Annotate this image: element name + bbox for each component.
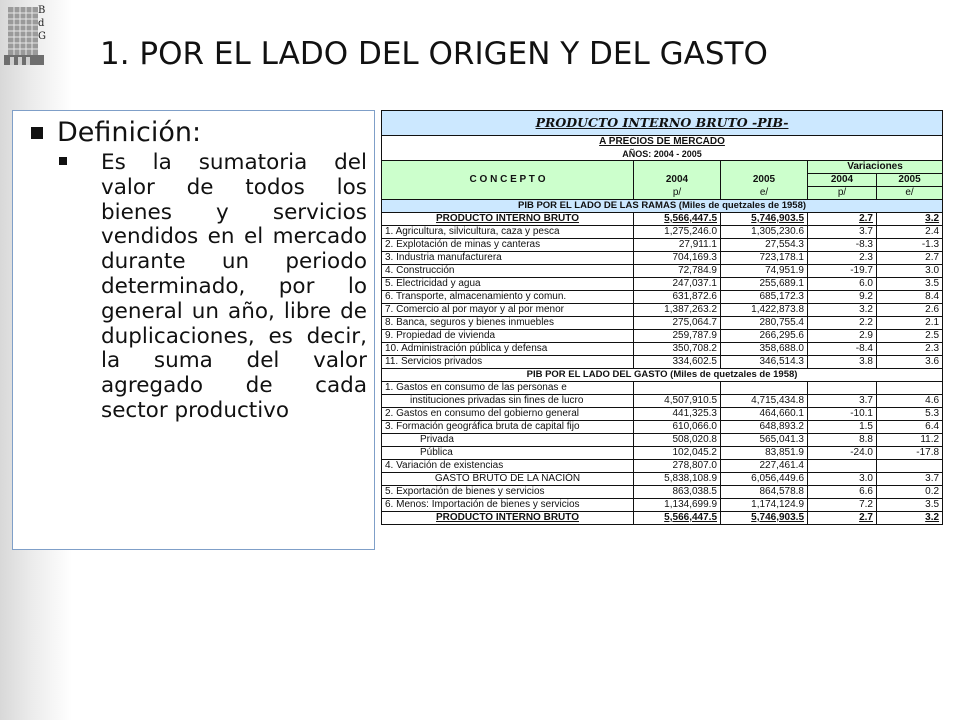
variation-2004: 3.7	[808, 226, 877, 239]
variation-2004: 3.0	[808, 473, 877, 486]
row-label: Pública	[382, 447, 634, 460]
row-label: Privada	[382, 434, 634, 447]
value-2004: 1,387,263.2	[634, 304, 721, 317]
value-2004: 275,064.7	[634, 317, 721, 330]
row-label: 1. Gastos en consumo de las personas e	[382, 382, 634, 395]
variation-2004: -19.7	[808, 265, 877, 278]
header-note-2005: e/	[721, 187, 808, 200]
logo-letters	[38, 4, 46, 43]
value-2005: 565,041.3	[721, 434, 808, 447]
table-subtitle-prices: A PRECIOS DE MERCADO	[382, 136, 943, 149]
variation-2004: -8.3	[808, 239, 877, 252]
table-row	[382, 473, 943, 486]
variation-2005: -1.3	[877, 239, 943, 252]
row-label: GASTO BRUTO DE LA NACIÓN	[382, 473, 634, 486]
row-label: 11. Servicios privados	[382, 356, 634, 369]
variation-2005: 3.2	[877, 512, 943, 525]
table-row	[382, 382, 943, 395]
section-gasto: PIB POR EL LADO DEL GASTO (Miles de quetzales de 1958)	[382, 369, 943, 382]
value-2005: 266,295.6	[721, 330, 808, 343]
row-label: PRODUCTO INTERNO BRUTO	[382, 512, 634, 525]
definition-sub-bullet	[59, 151, 367, 424]
header-var-2005: 2005	[877, 174, 943, 187]
variation-2004	[808, 382, 877, 395]
variation-2004: -24.0	[808, 447, 877, 460]
logo-letter-g: G	[38, 31, 46, 42]
variation-2005: 6.4	[877, 421, 943, 434]
value-2004: 704,169.3	[634, 252, 721, 265]
variation-2005: 3.7	[877, 473, 943, 486]
row-label: 8. Banca, seguros y bienes inmuebles	[382, 317, 634, 330]
variation-2005: 11.2	[877, 434, 943, 447]
table-row	[382, 356, 943, 369]
value-2004: 1,134,699.9	[634, 499, 721, 512]
variation-2004: 2.3	[808, 252, 877, 265]
value-2005: 864,578.8	[721, 486, 808, 499]
definition-box	[12, 110, 375, 550]
table-row	[382, 330, 943, 343]
table-row	[382, 460, 943, 473]
header-note-2004: p/	[634, 187, 721, 200]
variation-2004	[808, 460, 877, 473]
variation-2004: 6.6	[808, 486, 877, 499]
table-row	[382, 434, 943, 447]
pib-table	[381, 110, 943, 525]
table-row	[382, 499, 943, 512]
row-label: 1. Agricultura, silvicultura, caza y pesca	[382, 226, 634, 239]
variation-2004: 2.7	[808, 512, 877, 525]
variation-2005	[877, 382, 943, 395]
variation-2004: 6.0	[808, 278, 877, 291]
value-2005: 27,554.3	[721, 239, 808, 252]
value-2005: 1,174,124.9	[721, 499, 808, 512]
header-note-var-2004: p/	[808, 187, 877, 200]
value-2005: 464,660.1	[721, 408, 808, 421]
header-note-var-2005: e/	[877, 187, 943, 200]
value-2004: 5,566,447.5	[634, 213, 721, 226]
variation-2005: 2.5	[877, 330, 943, 343]
value-2004: 27,911.1	[634, 239, 721, 252]
table-row	[382, 421, 943, 434]
value-2005: 5,746,903.5	[721, 512, 808, 525]
table-subtitle-years: AÑOS: 2004 - 2005	[382, 148, 943, 161]
variation-2005: 5.3	[877, 408, 943, 421]
variation-2005: 3.2	[877, 213, 943, 226]
value-2004: 1,275,246.0	[634, 226, 721, 239]
row-label: 9. Propiedad de vivienda	[382, 330, 634, 343]
variation-2005: 2.6	[877, 304, 943, 317]
value-2005: 227,461.4	[721, 460, 808, 473]
variation-2005: 3.6	[877, 356, 943, 369]
value-2005: 1,305,230.6	[721, 226, 808, 239]
variation-2004: 3.8	[808, 356, 877, 369]
value-2005: 280,755.4	[721, 317, 808, 330]
table-row	[382, 252, 943, 265]
header-year-2005: 2005	[721, 174, 808, 187]
row-label: instituciones privadas sin fines de lucro	[382, 395, 634, 408]
variation-2004: 2.7	[808, 213, 877, 226]
variation-2004: -10.1	[808, 408, 877, 421]
variation-2005: 8.4	[877, 291, 943, 304]
value-2005: 4,715,434.8	[721, 395, 808, 408]
value-2004: 441,325.3	[634, 408, 721, 421]
variation-2005: -17.8	[877, 447, 943, 460]
table-row	[382, 512, 943, 525]
value-2004: 5,566,447.5	[634, 512, 721, 525]
section-ramas: PIB POR EL LADO DE LAS RAMAS (Miles de quetzales de 1958)	[382, 200, 943, 213]
value-2004: 631,872.6	[634, 291, 721, 304]
value-2005: 685,172.3	[721, 291, 808, 304]
value-2004: 334,602.5	[634, 356, 721, 369]
header-year-2004: 2004	[634, 174, 721, 187]
variation-2004: 9.2	[808, 291, 877, 304]
row-label: 6. Transporte, almacenamiento y comun.	[382, 291, 634, 304]
variation-2004: 2.9	[808, 330, 877, 343]
table-row	[382, 447, 943, 460]
row-label: 2. Explotación de minas y canteras	[382, 239, 634, 252]
variation-2005: 4.6	[877, 395, 943, 408]
slide-title: 1. POR EL LADO DEL ORIGEN Y DEL GASTO	[100, 36, 768, 72]
row-label: 2. Gastos en consumo del gobierno general	[382, 408, 634, 421]
variation-2004: 1.5	[808, 421, 877, 434]
value-2004: 4,507,910.5	[634, 395, 721, 408]
row-label: 4. Variación de existencias	[382, 460, 634, 473]
logo-letter-d: d	[38, 18, 45, 29]
table-row	[382, 239, 943, 252]
table-row	[382, 317, 943, 330]
table-row	[382, 265, 943, 278]
row-label: 7. Comercio al por mayor y al por menor	[382, 304, 634, 317]
table-title: PRODUCTO INTERNO BRUTO -PIB-	[382, 111, 943, 136]
row-label: 3. Industria manufacturera	[382, 252, 634, 265]
variation-2005: 3.5	[877, 278, 943, 291]
table-row	[382, 486, 943, 499]
definition-heading: Definición:	[57, 117, 202, 148]
variation-2004: 8.8	[808, 434, 877, 447]
variation-2005: 2.3	[877, 343, 943, 356]
variation-2004: 7.2	[808, 499, 877, 512]
pib-table-image	[381, 110, 942, 580]
variation-2005: 3.5	[877, 499, 943, 512]
value-2004: 508,020.8	[634, 434, 721, 447]
row-label: PRODUCTO INTERNO BRUTO	[382, 213, 634, 226]
value-2005: 5,746,903.5	[721, 213, 808, 226]
table-row	[382, 226, 943, 239]
value-2005: 1,422,873.8	[721, 304, 808, 317]
variation-2004: -8.4	[808, 343, 877, 356]
value-2005: 255,689.1	[721, 278, 808, 291]
table-row	[382, 304, 943, 317]
variation-2005: 2.7	[877, 252, 943, 265]
variation-2004: 3.7	[808, 395, 877, 408]
row-label: 10. Administración pública y defensa	[382, 343, 634, 356]
row-label: 5. Electricidad y agua	[382, 278, 634, 291]
value-2005: 346,514.3	[721, 356, 808, 369]
row-label: 6. Menos: Importación de bienes y servicios	[382, 499, 634, 512]
value-2004: 278,807.0	[634, 460, 721, 473]
value-2004: 102,045.2	[634, 447, 721, 460]
value-2005: 723,178.1	[721, 252, 808, 265]
value-2004	[634, 382, 721, 395]
variation-2005: 2.4	[877, 226, 943, 239]
value-2005	[721, 382, 808, 395]
value-2004: 5,838,108.9	[634, 473, 721, 486]
header-empty-2004	[634, 161, 721, 174]
value-2005: 74,951.9	[721, 265, 808, 278]
row-label: 4. Construcción	[382, 265, 634, 278]
variation-2004: 2.2	[808, 317, 877, 330]
definition-body: Es la sumatoria del valor de todos los bienes y servicios vendidos en el mercado durante un periodo determinado, por lo general un año, libre de duplicaciones, es decir, la suma del valor agregado de cada sector productivo	[101, 150, 367, 423]
value-2004: 259,787.9	[634, 330, 721, 343]
table-row	[382, 343, 943, 356]
table-row	[382, 395, 943, 408]
definition-bullet	[31, 117, 201, 148]
value-2005: 648,893.2	[721, 421, 808, 434]
value-2005: 6,056,449.6	[721, 473, 808, 486]
value-2005: 358,688.0	[721, 343, 808, 356]
variation-2004: 3.2	[808, 304, 877, 317]
variation-2005: 0.2	[877, 486, 943, 499]
logo-letter-b: B	[38, 5, 46, 16]
square-bullet-icon	[31, 127, 43, 139]
variation-2005: 3.0	[877, 265, 943, 278]
table-row	[382, 291, 943, 304]
header-empty-2005	[721, 161, 808, 174]
value-2004: 72,784.9	[634, 265, 721, 278]
value-2004: 610,066.0	[634, 421, 721, 434]
variation-2005	[877, 460, 943, 473]
small-square-bullet-icon	[59, 157, 67, 165]
variation-2005: 2.1	[877, 317, 943, 330]
value-2004: 863,038.5	[634, 486, 721, 499]
table-row	[382, 213, 943, 226]
value-2004: 350,708.2	[634, 343, 721, 356]
table-row	[382, 408, 943, 421]
header-concepto: C O N C E P T O	[382, 161, 634, 200]
table-row	[382, 278, 943, 291]
value-2004: 247,037.1	[634, 278, 721, 291]
row-label: 3. Formación geográfica bruta de capital fijo	[382, 421, 634, 434]
row-label: 5. Exportación de bienes y servicios	[382, 486, 634, 499]
header-variaciones: Variaciones	[808, 161, 943, 174]
value-2005: 83,851.9	[721, 447, 808, 460]
header-var-2004: 2004	[808, 174, 877, 187]
